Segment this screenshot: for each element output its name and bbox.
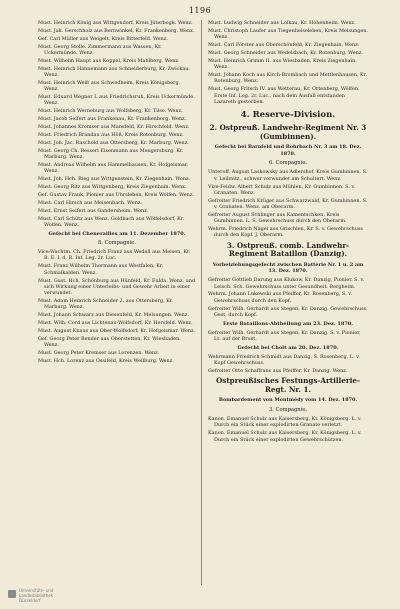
casualty-entry: Must. Heinrich Weiß aus Schwedheim, Kreis Königsberg. Wenz. [38, 79, 181, 93]
casualty-entry: Must. Jacob Seifert aus Frankenau, Kr. Frankenberg. Wenz. [38, 116, 187, 123]
casualty-list-left [38, 20, 196, 228]
engagement-heading: Bombardement von Montmédy vom 14. Dez. 1870. [218, 397, 358, 404]
casualty-entry: Must. Heinrich Grimm II. aus Wiesbaden, Kreis Ziegenhain. Wenz. [208, 57, 357, 71]
casualty-entry: Gefreiter August Schlinger aus Kamentschken, Kreis Gumbinnen. L. S. Gewehrschuss durch den Oberarm. [208, 211, 347, 225]
casualty-entry: Gef. Carl Müller aus Weigelt, Kreis Bitterfeld. Wenz. [38, 35, 168, 42]
casualty-entry: Kanon. Emanuel Schulz aus Kaisersberg, Kr. Königsberg. L. v. Durch ein Stück einer explodirten Gewehrschützen. [208, 430, 362, 443]
casualty-entry: Must. Franz Wilhelm Thormann aus Westfalen, Kr. Schmalkalden. Wenz. [38, 263, 164, 276]
casualty-entry: Wehrm. Johann Lukowski aus Pfeiffer, Kr. Rosenberg, S. v. Gewehrschuss durch den Kopf. [208, 291, 352, 304]
casualty-entry: Must. Georg Peter Kremser aus Lorenzen. Wenz. [38, 350, 160, 357]
casualty-entry: Must. Carl Förster aus Oberschönfeld, Kr. Ziegenhain. Wenz. [208, 42, 360, 49]
casualty-entry: Must. Gust. Hch. Schönburg aus Hünfeld, Kr. Fulda. Wenz. und sich Wirkung einer Unterleibs- und Gewehr Arbeit in einer verwundet. [38, 277, 196, 297]
casualty-entry: Must. Heinrich Hannemann aus Schneiderburg, Kr. Zwickau. Wenz. [38, 65, 190, 79]
casualty-list-right-6 [208, 416, 368, 443]
casualty-entry: Unteroff. August Laskowsky aus Adlershof, Kreis Gumbinnen. S. v. Leibnitz., schwer verwundet am Schultert. Wenz. [208, 169, 368, 182]
page-number: 1196 [188, 6, 212, 15]
engagement-heading: Vorbeiziehungsgefecht zwischen Batterie Nr. 1 u. 2 am 13. Dez. 1870. [212, 261, 364, 275]
engagement-heading: Gefecht bei Barnfeld und Rohrbach Nr. 3 am 18. Dez. 1870. [214, 144, 362, 157]
casualty-entry: Vize-Feldw. Albert Schulz aus Mühlen, Kr. Gumbinnen. S. v. Granaten. Wenz. [208, 183, 356, 196]
company-heading: 3. Compagnie. [268, 406, 308, 413]
casualty-entry: Must. Johann Schwarz aus Diesenfeld, Kr. Melsungen. Wenz. [38, 312, 189, 319]
casualty-entry: Gefreiter Gottlieb Darung aus Klukow, Kr. Danzig, Pionier. S. v. Leisch. Sch. Gewehrschuss unter Gesundheit. Bergheim. [208, 277, 365, 290]
casualty-entry: Must. Heinrich König aus Wittgendorf, Kreis Jüterbogk. Wenz. [38, 20, 193, 26]
division-heading: 4. Reserve-Division. [240, 110, 336, 121]
engagement-heading: Gefecht bei Cholt am 20. Dez. 1870. [237, 345, 339, 352]
library-logo-icon [8, 590, 16, 598]
casualty-entry: Must. Wilh. Cord aus Lichtenau-Wolfsdorf, Kr. Hersfeld. Wenz. [38, 320, 193, 327]
casualty-list-left-2 [38, 249, 196, 364]
casualty-entry: Must. Joh. Jac. Raschold aus Ottersberg, Kr. Marburg. Wenz. [38, 139, 189, 146]
casualty-entry: Must. Ludwig Schneider aus Lolkau, Kr. Hohenheim. Wenz. [208, 20, 356, 26]
casualty-entry: Must. Ernst Seifert aus Gandersheim. Wenz. [38, 207, 149, 214]
company-heading: 8. Compagnie. [97, 239, 137, 246]
casualty-entry: Kanon. Emanuel Schulz aus Kaisersberg, Kr. Königsberg. L. v. Durch ein Stück einer explodirten Granate verletzt. [208, 416, 362, 429]
library-stamp [8, 588, 70, 602]
casualty-entry: Must. Friedrich Brandau aus Höß, Kreis Rotenburg. Wenz. [38, 131, 184, 138]
casualty-entry: Wehrm. Friedrich Nagel aus Grischlen, Kr. S. v. Gewehrschuss durch den Kopf. J. Oberarm. [208, 226, 363, 239]
casualty-entry: Must. Heinrich Werneburg aus Wolfsberg, Kr. Tilse. Wenz. [38, 108, 183, 115]
regiment-heading: Ostpreußisches Festungs-Artillerie-Regt. Nr. 1. [216, 376, 360, 394]
left-column [38, 20, 196, 366]
casualty-entry: Gef. Gustav Frank, Pionier aus Uhrsleben, Kreis Wolfen. Wenz. [38, 191, 194, 198]
casualty-entry: Must. Adam Heinrich Schneider 2. aus Ottersberg, Kr. Marburg. Wenz. [38, 298, 174, 311]
casualty-list-right-4 [208, 330, 368, 343]
casualty-entry: Vice-Wachtm. Ch. Friedrich Franz aus Wedell aus Meisen, Kr. B. E. I. d. R. Inf. Leg. 2r. Luc. [38, 249, 191, 262]
casualty-entry: Must. Joh. Hch. Bieg aus Wittgenstein, Kr. Ziegenhain. Wenz. [38, 176, 191, 183]
casualty-entry: Gefreiter Friedrich Krüger aus Schwarzwald, Kr. Gumbinnen. S. v. Granaten. Wenz. am Oberarm. [208, 197, 368, 210]
casualty-list-right [208, 20, 368, 105]
casualty-list-right-2 [208, 169, 368, 238]
casualty-entry: Must. August Knaus aus Ober-Wolfsdorf, Kr. Hofgeismar. Wenz. [38, 328, 196, 335]
casualty-entry: Wehrmann Friedrich Schmidt aus Danzig, S. Rosenberg, L. v. Kopf Gewehrschuss. [208, 353, 360, 366]
casualty-entry: Must. Christoph Laufer aus Tiegenheiseleben, Kreis Melsungen. Wenz. [208, 27, 368, 41]
casualty-entry: Gef. Georg Peter Bender aus Oberstetten, Kr. Wiesbaden. Wenz. [38, 335, 181, 349]
casualty-entry: Must. Georg Stolle. Zimmermann aus Wassen, Kr. Uckermünde. Wenz. [38, 43, 162, 56]
casualty-entry: Must. Georg Schneider aus Wedelsbach, Kr. Rotenburg. Wenz. [208, 49, 363, 56]
casualty-entry: Must. Jak. Gerschholz aus Bernwinkel, Kr. Frankenberg. Wenz. [38, 27, 195, 34]
casualty-entry: Must. Georg Ch. Besserl Eisenmann aus Mengersburg. Kr. Marburg. Wenz. [38, 147, 184, 161]
casualty-entry: Must. Andreas Wilhelm aus Hammelhausen, Kr. Hofgeismar. Wenz. [38, 161, 189, 175]
right-column [208, 20, 368, 444]
engagement-heading: Gefecht bei Chenerailles am 11. Dezember 1870. [48, 231, 186, 238]
column-divider [201, 20, 202, 585]
casualty-entry: Must. Eduard Wegner I. aus Friedrichsruh, Kreis Uckermünde. Wenz. [38, 94, 195, 107]
casualty-entry: Must. Carl Schütz aus Wenz. Goldbach aus Wölfelsdorf, Kr. Wolfen. Wenz. [38, 215, 185, 228]
casualty-entry: Must. Hch. Lorenz aus Ossifeld, Kreis Weilburg. Wenz. [38, 357, 174, 364]
casualty-list-right-3 [208, 277, 368, 318]
casualty-entry: Gefreiter Otto Schaffrans aus Pfeiffer, Kr. Danzig. Wenz. [208, 367, 348, 374]
regiment-heading: 2. Ostpreuß. Landwehr-Regiment Nr. 3 (Gumbinnen). [209, 123, 367, 141]
stamp-line: Landesbibliothek Düsseldorf [19, 593, 54, 603]
stamp-line: Universitäts- und [19, 588, 54, 593]
casualty-entry: Gefreiter Wilh. Gerhardt aus Stegen, Kr. Danzig. S. v. Pionier, Lt. auf der Brust. [208, 329, 361, 342]
casualty-list-right-5 [208, 354, 368, 374]
casualty-entry: Must. Georg Ritz aus Wittgenberg, Kreis Ziegenhain. Wenz. [38, 184, 187, 191]
casualty-entry: Must. Wilhelm Haupt aus Koppel, Kreis Mahlberg. Wenz. [38, 57, 180, 64]
regiment-heading: 3. Ostpreuß. comb. Landwehr-Regiment Bataillon (Danzig). [226, 240, 350, 259]
casualty-entry: Must. Johann Koch aus Kirch-Brombach und Mettlenhausen, Kr. Rotenburg. Wenz. [208, 72, 368, 85]
casualty-entry: Must. Georg Fritsch IV. aus Wetterau, Kr. Ortenberg, Wölfen. Erste Inf. Leg. 2r. Luc., nach dem Ausfall entstanden Lazareth gestorben. [208, 86, 360, 105]
casualty-entry: Must. Carl Hirsch aus Meisenbach. Wenz. [38, 199, 142, 206]
engagement-heading: Erste Bataillons-Abtheilung am 23. Dez. 1870. [222, 321, 354, 328]
casualty-entry: Must. Johannes Kremser aus Mansfeld, Kr. Hirschfeld. Wenz. [38, 124, 190, 131]
library-stamp-text [19, 588, 70, 603]
company-heading: 6. Compagnie. [268, 159, 308, 166]
casualty-entry: Gefreiter Wilh. Gerhardt aus Stegen, Kr. Danzig. Gewehrschuss, Gest. durch Kopf. [208, 305, 368, 318]
